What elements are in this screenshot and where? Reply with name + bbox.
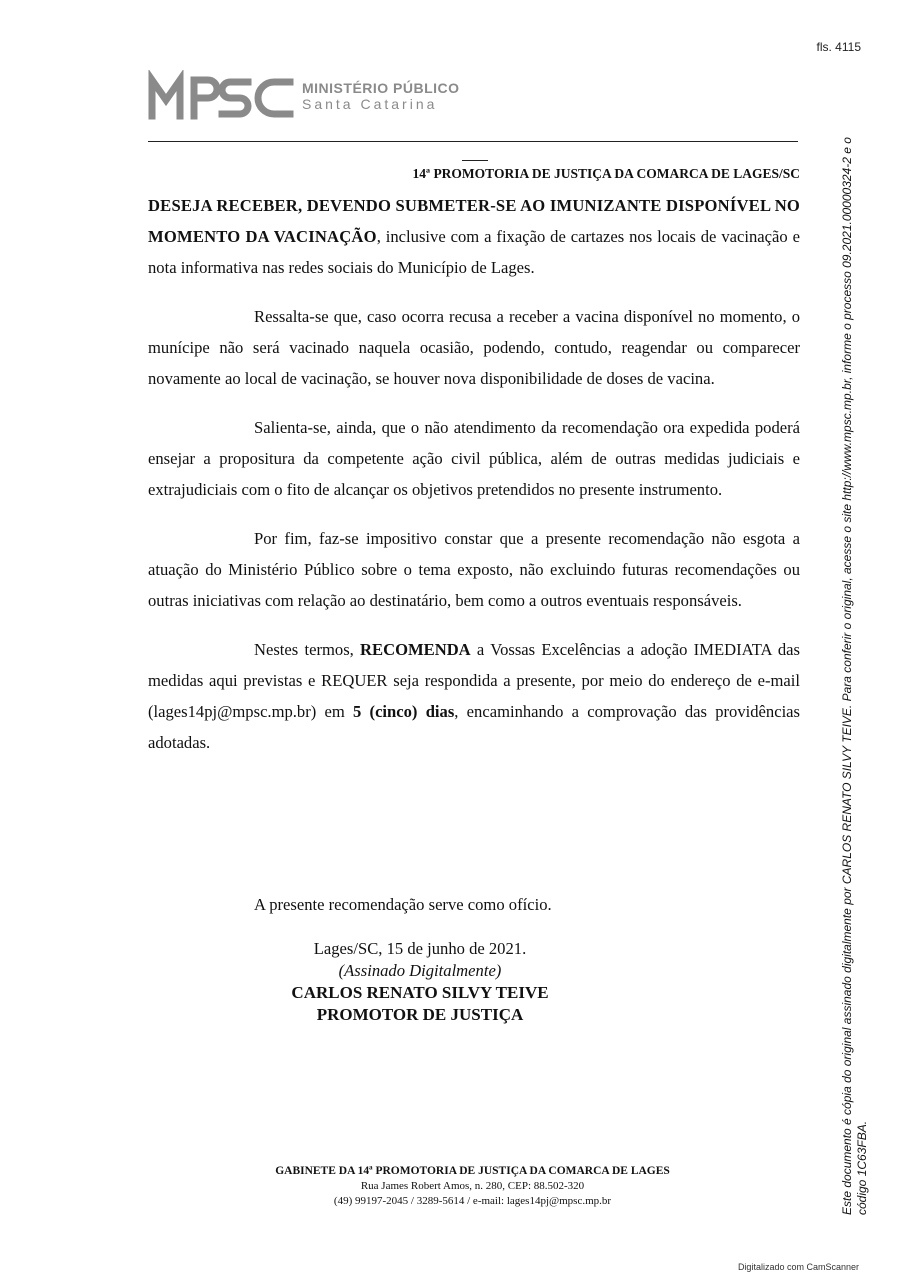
paragraph-5-part-1: Nestes termos, (254, 640, 361, 659)
paragraph-5-bold-2: 5 (cinco) dias (353, 702, 455, 721)
mpsc-logo (146, 70, 460, 122)
document-body (148, 190, 800, 776)
scanner-watermark: Digitalizado com CamScanner (737, 1262, 859, 1272)
paragraph-5-part-3: , encaminhando a comprovação das providências adotadas. (148, 702, 801, 752)
paragraph-3: Salienta-se, ainda, que o não atendimento da recomendação ora expedida poderá ensejar a propositura da competente ação civil pública, além de outras medidas judiciais e extrajudiciais com o fito de alcançar os objetivos pretendidos no presente instrumento. (148, 418, 800, 499)
paragraph-1-bold: DESEJA RECEBER, DEVENDO SUBMETER-SE AO IMUNIZANTE DISPONÍVEL NO MOMENTO DA VACINAÇÃO (148, 196, 800, 246)
paragraph-1 (148, 190, 800, 283)
office-heading: 14ª PROMOTORIA DE JUSTIÇA DA COMARCA DE LAGES/SC (412, 166, 800, 181)
logo-line-1: MINISTÉRIO PÚBLICO (302, 80, 460, 96)
signature-block (270, 938, 570, 1026)
verification-side-note: Este documento é cópia do original assinado digitalmente por CARLOS RENATO SILVY TEIVE. Para conferir o original, acesse o site http://www.mpsc.mp.br, informe o processo 09.2021.00000324-2 e o código 1C63FBA. (840, 137, 869, 1215)
signer-name: CARLOS RENATO SILVY TEIVE (291, 983, 549, 1002)
paragraph-1-rest: , inclusive com a fixação de cartazes nos locais de vacinação e nota informativa nas redes sociais do Município de Lages. (148, 227, 800, 277)
paragraph-2: Ressalta-se que, caso ocorra recusa a receber a vacina disponível no momento, o munícipe não será vacinado naquela ocasião, podendo, contudo, reagendar ou comparecer novamente ao local de vacinação, se houver nova disponibilidade de doses de vacina. (148, 307, 800, 388)
logo-text (302, 81, 460, 111)
page-number: fls. 4115 (816, 40, 861, 54)
signer-role: PROMOTOR DE JUSTIÇA (316, 1005, 524, 1024)
logo-line-2: Santa Catarina (302, 96, 438, 112)
place-date: Lages/SC, 15 de junho de 2021. (313, 939, 527, 958)
footer-contact: (49) 99197-2045 / 3289-5614 / e-mail: lages14pj@mpsc.mp.br (333, 1195, 612, 1207)
mpsc-logo-mark (146, 70, 296, 122)
paragraph-5-bold-1: RECOMENDA (360, 640, 471, 659)
signed-note: (Assinado Digitalmente) (338, 961, 502, 980)
header-short-rule (462, 160, 488, 161)
header-divider (148, 141, 798, 142)
paragraph-4: Por fim, faz-se impositivo constar que a presente recomendação não esgota a atuação do Ministério Público sobre o tema exposto, não excluindo futuras recomendações ou outras iniciativas com relação ao destinatário, bem como a outros eventuais responsáveis. (148, 529, 800, 610)
paragraph-5-part-2: a Vossas Excelências a adoção IMEDIATA das medidas aqui previstas e REQUER seja respondida a presente, por meio do endereço de e-mail (lages14pj@mpsc.mp.br) em (148, 640, 800, 721)
closing-line: A presente recomendação serve como ofício. (254, 895, 552, 914)
paragraph-5 (148, 634, 800, 758)
footer-address: Rua James Robert Amos, n. 280, CEP: 88.502-320 (360, 1180, 585, 1192)
footer (200, 1164, 745, 1209)
footer-office: GABINETE DA 14ª PROMOTORIA DE JUSTIÇA DA COMARCA DE LAGES (275, 1165, 670, 1177)
